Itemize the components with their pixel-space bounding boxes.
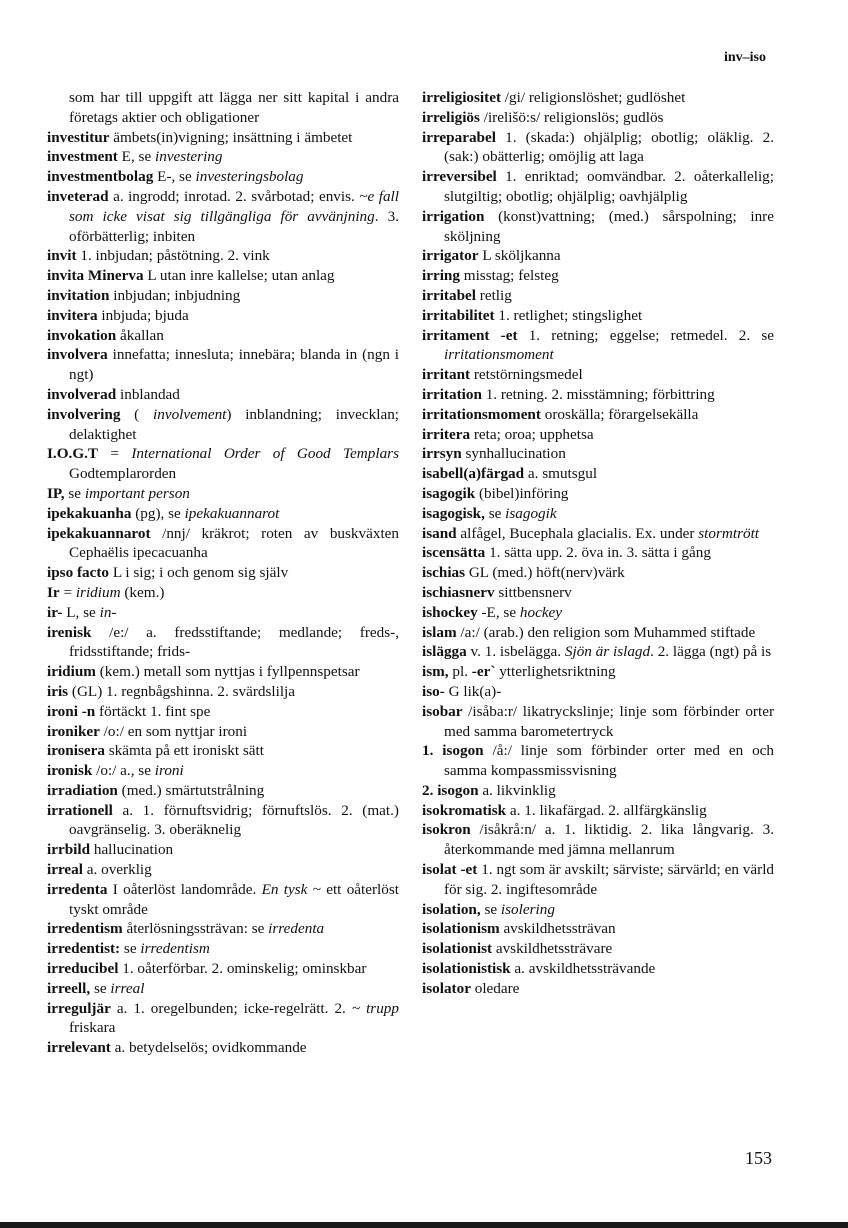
definition: /gi/ religionslöshet; gudlöshet [501,89,686,106]
headword: ironi -n [47,702,96,720]
definition: alfågel, Bucephala glacialis. Ex. under stormtrött [456,524,760,542]
definition: /e:/ a. fredsstiftande; medlande; freds-, fridsstiftande; frids- [69,623,399,661]
definition: åkallan [116,326,164,344]
definition: se isolering [480,900,555,918]
definition: 1. oåterförbar. 2. ominskelig; ominskbar [118,960,367,978]
dictionary-entry [47,999,399,1039]
headword: ischiasnerv [422,583,495,601]
headword: irredenta [47,880,108,898]
dictionary-entry [47,979,399,999]
headword: irreparabel [422,128,496,146]
dictionary-entry [422,108,774,128]
scan-bottom-edge [0,1222,848,1228]
dictionary-entry [47,246,399,266]
headword: iris [47,682,69,700]
dictionary-entry [422,979,774,999]
headword: islägga [422,643,467,661]
dictionary-entry [47,919,399,939]
definition: a. betydelselös; ovidkommande [110,1039,307,1057]
definition: /a:/ (arab.) den religion som Muhammed stiftade [456,623,756,641]
definition: a. smutsgul [524,465,598,483]
definition: oroskälla; förargelsekälla [540,405,699,423]
dictionary-entry [422,702,774,742]
dictionary-entry [47,741,399,761]
definition: /o:/ a., se ironi [92,762,184,780]
headword: irreal [47,861,83,879]
definition: skämta på ett ironiskt sätt [104,742,264,760]
headword: irring [422,267,460,285]
dictionary-entry [47,662,399,682]
headword: I.O.G.T [47,445,99,463]
dictionary-entry [47,286,399,306]
dictionary-entry [47,563,399,583]
headword: irrsyn [422,445,462,463]
headword: irritabel [422,286,476,304]
definition: L sköljkanna [478,247,561,265]
headword: irreversibel [422,168,497,186]
dictionary-entry [422,801,774,821]
headword: 2. isogon [422,781,479,799]
dictionary-entry [422,642,774,662]
headword: ishockey [422,603,478,621]
dictionary-entry [47,444,399,484]
dictionary-entry [47,682,399,702]
headword: ipekakuanha [47,504,132,522]
dictionary-entry [47,761,399,781]
dictionary-entry [47,504,399,524]
dictionary-entry [47,880,399,920]
definition: a. 1. förnuftsvidrig; förnuftslös. 2. (mat.) oavgränselig. 3. oberäknelig [69,801,399,839]
definition: reta; oroa; upphetsa [470,425,594,443]
headword: isolationist [422,940,493,958]
headword: iridium [47,663,96,681]
dictionary-entry [422,900,774,920]
dictionary-entry [47,702,399,722]
definition: (GL) 1. regnbågshinna. 2. svärdslilja [68,682,296,700]
headword: isolat -et [422,861,478,879]
dictionary-entry [47,801,399,841]
dictionary-entry [422,741,774,781]
headword: invit [47,247,77,265]
headword: invitera [47,306,98,324]
headword: irrigator [422,247,479,265]
definition: GL (med.) höft(nerv)värk [465,564,625,582]
definition: synhallucination [461,445,566,463]
definition: 1. retning; eggelse; retmedel. 2. se irritationsmoment [444,326,774,364]
definition: se irredentism [120,940,210,958]
definition: 1. ngt som är avskilt; särviste; särvärld; en värld för sig. 2. ingiftesområde [444,861,775,898]
headword: ipekakuannarot [47,524,151,542]
definition: a. ingrodd; inrotad. 2. svårbotad; envis. ~e fall som icke visat sig tillgängliga för avvänjning. 3. oförbätterlig; inbiten [69,187,399,245]
definition: (bibel)införing [475,484,569,502]
definition: ( involvement) inblandning; invecklan; delaktighet [69,405,400,443]
definition: /å:/ linje som förbinder orter med en och samma kompassmissvisning [444,742,774,780]
headword: irreligiös [422,108,480,126]
definition: /isåkrå:n/ a. 1. liktidig. 2. lika långvarig. 3. återkommande med jämna mellanrum [444,821,774,859]
dictionary-entry [47,385,399,405]
dictionary-entry [422,167,774,207]
dictionary-entry [422,524,774,544]
dictionary-entry [422,484,774,504]
definition: avskildhetssträvan [499,920,616,938]
definition: L utan inre kallelse; utan anlag [143,267,335,285]
headword: involvering [47,405,121,423]
headword: isobar [422,702,463,720]
dictionary-entry [422,326,774,366]
dictionary-entry [47,959,399,979]
headword: isabell(a)färgad [422,465,525,483]
headword: ironisk [47,762,93,780]
dictionary-entry [422,128,774,168]
definition: (kem.) metall som nyttjas i fyllpennspetsar [95,663,360,681]
page-number: 153 [745,1148,772,1168]
dictionary-entry [422,959,774,979]
definition: -E, se hockey [477,603,563,621]
headword: irrationell [47,801,113,819]
headword: irritera [422,425,471,443]
dictionary-entry [422,563,774,583]
dictionary-entry [422,464,774,484]
dictionary-entry [422,603,774,623]
definition: 1. retning. 2. misstämning; förbittring [481,385,715,403]
running-header: inv–iso [723,50,766,65]
headword: irrigation [422,207,485,225]
headword: ipso facto [47,564,110,582]
headword: investment [47,148,118,166]
definition: a. avskildhetssträvande [510,960,656,978]
definition: a. 1. oregelbunden; icke-regelrätt. 2. ~ trupp friskara [69,999,399,1037]
definition: /nnj/ kräkrot; roten av buskväxten Cephaëlis ipecacuanha [69,524,399,562]
definition: /irelišö:s/ religionslös; gudlös [479,108,664,126]
dictionary-entry [422,781,774,801]
headword: irritabilitet [422,306,495,324]
headword: ironiker [47,722,100,740]
dictionary-entry [422,623,774,643]
definition: E, se investering [117,148,223,166]
dictionary-entry [422,939,774,959]
definition: återlösningssträvan: se irredenta [122,920,325,938]
definition: a. likvinklig [478,781,556,799]
dictionary-entry [422,405,774,425]
definition: v. 1. isbelägga. Sjön är islagd. 2. lägga (ngt) på is [466,643,772,661]
dictionary-entry [47,840,399,860]
headword: invokation [47,326,117,344]
dictionary-entry [47,722,399,742]
headword: irritationsmoment [422,405,541,423]
headword: ism, [422,663,449,681]
definition: L, se in- [62,603,117,621]
definition: som har till uppgift att lägga ner sitt kapital i andra företags aktier och obligationer [69,89,399,126]
definition: förtäckt 1. fint spe [95,702,211,720]
definition: 1. sätta upp. 2. öva in. 3. sätta i gång [485,544,711,562]
headword: irreell, [47,979,91,997]
definition: 1. inbjudan; påstötning. 2. vink [76,247,270,265]
headword: irritation [422,385,482,403]
definition: pl. -er` ytterlighetsriktning [448,663,616,681]
dictionary-entry [422,662,774,682]
headword: isagogik [422,484,476,502]
headword: Ir [47,583,60,601]
headword: isolator [422,979,471,997]
dictionary-entry [422,365,774,385]
definition: a. 1. likafärgad. 2. allfärgkänslig [506,801,707,819]
definition: hallucination [90,841,174,859]
headword: isand [422,524,457,542]
headword: isolationistisk [422,960,511,978]
headword: investmentbolag [47,168,154,186]
headword: irenisk [47,623,92,641]
dictionary-entry [422,543,774,563]
definition: se important person [64,484,190,502]
dictionary-entry [47,167,399,187]
dictionary-entry [422,88,774,108]
dictionary-entry [47,484,399,504]
headword: irredentism [47,920,123,938]
dictionary-entry [47,326,399,346]
definition: sittbensnerv [494,583,572,601]
headword: invitation [47,286,110,304]
definition: (med.) smärtutstrålning [117,781,265,799]
definition: /o:/ en som nyttjar ironi [99,722,248,740]
definition: I oåterlöst landområde. En tysk ~ ett oåterlöst tyskt område [69,880,399,918]
headword: invita Minerva [47,267,144,285]
headword: irredentist: [47,940,121,958]
dictionary-entry [422,425,774,445]
dictionary-entry [47,781,399,801]
headword: islam [422,623,457,641]
definition: innefatta; innesluta; innebära; blanda in (ngn i ngt) [69,346,399,384]
definition: = International Order of Good Templars Godtemplarorden [69,445,399,483]
definition: L i sig; i och genom sig själv [109,564,289,582]
dictionary-entry [47,405,399,445]
headword: irritant [422,366,471,384]
dictionary-entry [47,1038,399,1058]
dictionary-entry [422,444,774,464]
definition: oledare [470,979,520,997]
right-column [422,88,774,999]
definition: 1. enriktad; oomvändbar. 2. oåterkallelig; slutgiltig; obotlig; ohjälplig; oavhjälplig [444,168,774,205]
definition: 1. (skada:) ohjälplig; obotlig; oläklig. 2. (sak:) obätterlig; omöjlig att laga [444,128,774,166]
headword: ir- [47,603,63,621]
dictionary-entry [47,524,399,564]
headword: isagogisk, [422,504,485,522]
headword: involvera [47,346,108,364]
definition: se irreal [90,979,145,997]
dictionary-entry [47,939,399,959]
dictionary-entry [422,207,774,247]
headword: ischias [422,564,466,582]
definition: /isåba:r/ likatryckslinje; linje som förbinder orter med samma barometertryck [444,702,774,740]
definition: E-, se investeringsbolag [153,168,304,186]
headword: investitur [47,128,110,146]
headword: isolationism [422,920,500,938]
definition: misstag; felsteg [459,267,559,285]
headword: isokromatisk [422,801,507,819]
headword: irrelevant [47,1039,111,1057]
dictionary-entry [47,583,399,603]
dictionary-entry [422,246,774,266]
dictionary-entry [47,128,399,148]
definition: 1. retlighet; stingslighet [494,306,643,324]
headword: irrbild [47,841,91,859]
dictionary-entry [422,286,774,306]
dictionary-entry [47,345,399,385]
dictionary-entry [422,306,774,326]
dictionary-entry [47,88,399,128]
dictionary-entry [47,603,399,623]
headword: involverad [47,385,117,403]
definition: ämbets(in)vigning; insättning i ämbetet [109,128,353,146]
headword: irreligiositet [422,89,501,106]
dictionary-entry [422,504,774,524]
headword: IP, [47,484,65,502]
dictionary-entry [47,306,399,326]
dictionary-entry [422,919,774,939]
definition: (pg), se ipekakuannarot [131,504,280,522]
headword: irreducibel [47,960,119,978]
definition: retstörningsmedel [470,366,583,384]
headword: 1. isogon [422,742,484,760]
left-column [47,88,399,1058]
definition: retlig [475,286,512,304]
dictionary-entry [422,583,774,603]
definition: se isagogik [484,504,557,522]
definition: inbjuda; bjuda [97,306,189,324]
dictionary-entry [47,187,399,246]
definition: inbjudan; inbjudning [109,286,241,304]
dictionary-entry [422,682,774,702]
dictionary-entry [422,385,774,405]
headword: irradiation [47,781,118,799]
dictionary-entry [422,820,774,860]
definition: (konst)vattning; (med.) sårspolning; inre sköljning [444,207,774,245]
dictionary-entry [47,860,399,880]
headword: irreguljär [47,999,111,1017]
dictionary-entry [47,266,399,286]
headword: isolation, [422,900,481,918]
headword: iscensätta [422,544,486,562]
headword: isokron [422,821,471,839]
definition: = iridium (kem.) [59,583,165,601]
dictionary-entry [422,860,774,900]
headword: inveterad [47,187,109,205]
headword: ironisera [47,742,105,760]
headword: iso- [422,682,445,700]
dictionary-entry [422,266,774,286]
dictionary-entry [47,147,399,167]
definition: inblandad [116,385,180,403]
dictionary-entry [47,623,399,663]
definition: avskildhetssträvare [492,940,613,958]
headword: irritament -et [422,326,518,344]
definition: a. overklig [82,861,152,879]
definition: G lik(a)- [444,682,502,700]
